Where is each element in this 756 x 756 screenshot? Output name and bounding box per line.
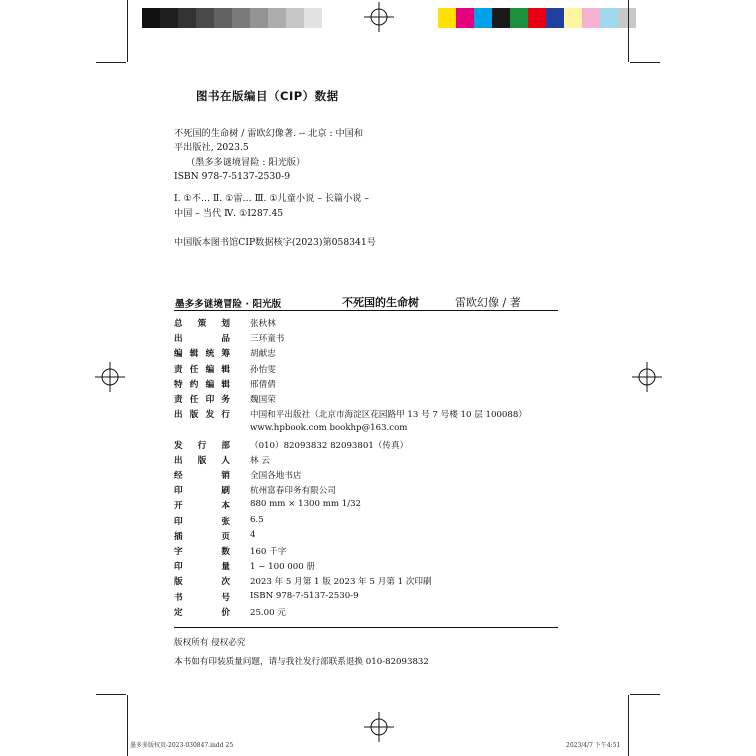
credit-label: 出 品 — [174, 334, 230, 345]
color-swatch — [438, 8, 456, 28]
credit-value: www.hpbook.com bookhp@163.com — [250, 423, 408, 434]
credit-label: 定 价 — [174, 607, 230, 618]
credit-value: 880 mm × 1300 mm 1/32 — [250, 499, 362, 510]
color-swatch — [546, 8, 564, 28]
credit-label: 出 版 发 行 — [174, 410, 230, 421]
cip-isbn: ISBN 978-7-5137-2530-9 — [174, 171, 291, 182]
quality-notice: 本书如有印装质量问题，请与我社发行部联系退换 010-82093832 — [174, 657, 429, 667]
credit-label: 责 任 编 辑 — [174, 364, 230, 375]
credit-value: 林 云 — [250, 455, 270, 466]
credit-label: 特 约 编 辑 — [174, 379, 230, 390]
crop-mark — [630, 62, 660, 63]
gray-swatch — [160, 8, 178, 28]
cip-record-number: 中国版本图书馆CIP数据核字(2023)第058341号 — [174, 237, 376, 248]
crop-mark — [127, 0, 128, 62]
credit-value: 6.5 — [250, 514, 264, 525]
credit-label: 编 辑 统 筹 — [174, 349, 230, 360]
gray-swatch — [268, 8, 286, 28]
gray-swatch — [286, 8, 304, 28]
cip-classification: 中国 – 当代 Ⅳ. ①I287.45 — [174, 208, 284, 219]
credit-value: 4 — [250, 529, 256, 540]
credit-label: 责 任 印 务 — [174, 395, 230, 405]
file-slug: 墨多多版权页-2023-030847.indd 25 — [130, 742, 234, 749]
series-name: 墨多多谜境冒险 · 阳光版 — [175, 299, 282, 310]
credit-label: 总 策 划 — [174, 319, 230, 329]
gray-swatch — [196, 8, 214, 28]
color-swatch — [564, 8, 582, 28]
color-swatch — [492, 8, 510, 28]
color-swatch — [474, 8, 492, 28]
crop-mark — [628, 695, 629, 756]
credit-value: 胡献忠 — [250, 349, 276, 360]
gray-swatch — [250, 8, 268, 28]
credit-label: 字 数 — [174, 547, 230, 557]
credit-label: 开 本 — [174, 501, 230, 512]
credit-label: 出 版 人 — [174, 455, 230, 466]
cip-line: （墨多多谜境冒险 : 阳光版） — [186, 157, 306, 168]
credit-label: 插 页 — [174, 531, 230, 542]
credit-value: 三环童书 — [250, 334, 285, 345]
credit-value: 杭州富春印务有限公司 — [250, 486, 336, 497]
credit-label: 印 量 — [174, 562, 230, 573]
credit-label: 印 刷 — [174, 486, 230, 497]
registration-mark-right — [632, 362, 662, 392]
timestamp-slug: 2023/4/7 下午4:51 — [566, 742, 621, 749]
registration-mark-left — [95, 362, 125, 392]
gray-swatch — [142, 8, 160, 28]
credit-value: 1 ~ 100 000 册 — [250, 562, 315, 573]
cip-heading: 图书在版编目（CIP）数据 — [196, 89, 339, 103]
color-swatch — [600, 8, 618, 28]
registration-mark-bottom — [364, 712, 394, 742]
book-author: 雷欧幻像 / 著 — [455, 296, 521, 309]
credit-value: 2023 年 5 月第 1 版 2023 年 5 月第 1 次印刷 — [250, 577, 432, 588]
registration-mark-top — [364, 2, 394, 32]
credit-label: 发 行 部 — [174, 440, 230, 451]
gray-swatch — [232, 8, 250, 28]
header-rule — [174, 310, 558, 311]
credit-value: 邢倩倩 — [250, 379, 276, 390]
cip-line: 平出版社, 2023.5 — [174, 142, 249, 153]
credit-value: ISBN 978-7-5137-2530-9 — [250, 590, 359, 601]
credit-value: 中国和平出版社（北京市海淀区花园路甲 13 号 7 号楼 10 层 100088） — [250, 410, 527, 421]
credit-value: 张秋林 — [250, 319, 276, 329]
book-title: 不死国的生命树 — [342, 296, 419, 309]
credit-label: 经 销 — [174, 471, 230, 481]
credit-value: 160 千字 — [250, 547, 287, 557]
crop-mark — [127, 695, 128, 756]
gray-swatch — [178, 8, 196, 28]
credit-value: 全国各地书店 — [250, 471, 302, 481]
crop-mark — [96, 694, 126, 695]
color-swatch — [456, 8, 474, 28]
credit-value: 魏国荣 — [250, 395, 276, 405]
crop-mark — [96, 62, 126, 63]
cip-classification: Ⅰ. ①不… Ⅱ. ①雷… Ⅲ. ①儿童小说 – 长篇小说 – — [174, 193, 370, 204]
credit-value: 孙怡雯 — [250, 364, 276, 375]
color-swatch — [528, 8, 546, 28]
gray-swatch — [304, 8, 322, 28]
credit-label: 版 次 — [174, 577, 230, 588]
footer-rule — [174, 627, 558, 628]
color-swatch — [510, 8, 528, 28]
crop-mark — [630, 694, 660, 695]
color-swatch — [618, 8, 636, 28]
credit-label: 书 号 — [174, 592, 230, 603]
credit-value: （010）82093832 82093801（传真） — [250, 440, 409, 451]
color-swatch — [582, 8, 600, 28]
credit-value: 25.00 元 — [250, 607, 286, 618]
cip-line: 不死国的生命树 / 雷欧幻像著. -- 北京 : 中国和 — [174, 128, 364, 139]
gray-swatch — [214, 8, 232, 28]
credit-label: 印 张 — [174, 516, 230, 527]
crop-mark — [628, 0, 629, 62]
rights-statement: 版权所有 侵权必究 — [174, 638, 246, 648]
